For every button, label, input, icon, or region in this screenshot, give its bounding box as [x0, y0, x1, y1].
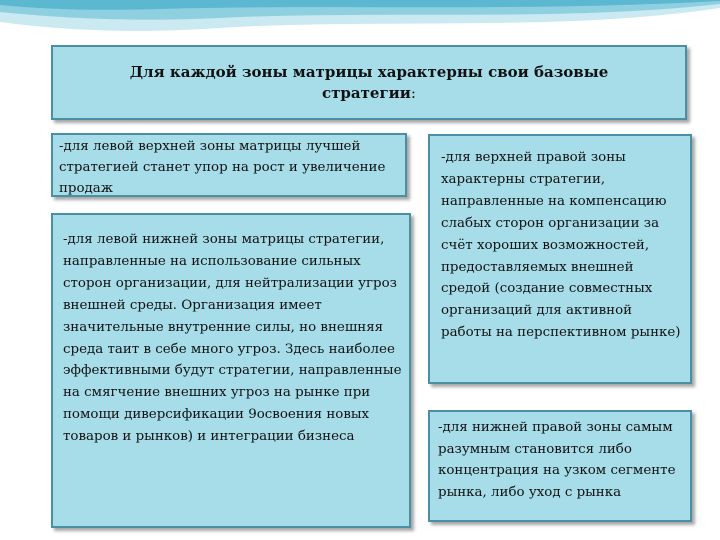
box-bottom-left-zone [51, 213, 411, 528]
slide-title [51, 45, 687, 120]
title-line-2: стратегии [322, 83, 411, 102]
box-top-right-zone [428, 134, 692, 384]
bottom-left-zone-text: -для левой нижней зоны матрицы стратегии, направленные на использование сильных сторон организации, для нейтрализации угроз внешней среды. Организация имеет значительные внутренние силы, но внешняя среда таит в себе много угроз. Здесь наиболее эффективными будут стратегии, направленные на смягчение внешних угроз на рынке при помощи диверсификации 9освоения новых товаров и рынков) и интеграции бизнеса [63, 232, 402, 445]
box-top-left-zone [51, 133, 407, 197]
title-colon: : [410, 83, 416, 102]
top-right-zone-text: -для верхней правой зоны характерны стратегии, направленные на компенсацию слабых сторон организации за счёт хороших возможностей, предоставляемых внешней средой (создание совместных организаций для активной работы на перспективном рынке) [441, 150, 681, 341]
box-bottom-right-zone [428, 410, 692, 522]
title-line-1: Для каждой зоны матрицы характерны свои базовые [129, 62, 609, 81]
bottom-right-zone-text: -для нижней правой зоны самым разумным становится либо концентрация на узком сегменте рынка, либо уход с рынка [438, 420, 676, 500]
top-left-zone-text: -для левой верхней зоны матрицы лучшей стратегией станет упор на рост и увеличение продаж [59, 139, 386, 196]
